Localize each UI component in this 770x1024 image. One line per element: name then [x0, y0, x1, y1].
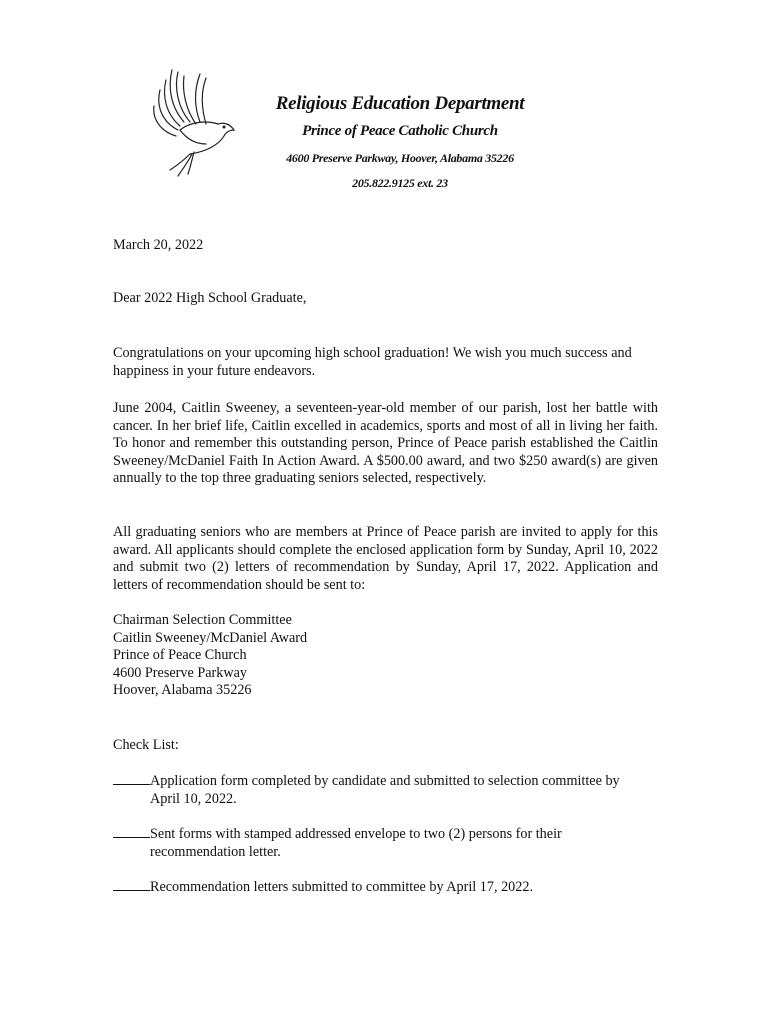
checklist-item-text: Sent forms with stamped addressed envelope to two (2) persons for their: [150, 826, 562, 842]
dove-icon: [150, 66, 242, 178]
letter-greeting: Dear 2022 High School Graduate,: [113, 290, 307, 306]
checklist-blank[interactable]: [113, 772, 150, 785]
address-line: 4600 Preserve Parkway: [113, 664, 247, 681]
address-line: Prince of Peace Church: [113, 647, 247, 664]
address-line: Caitlin Sweeney/McDaniel Award: [113, 629, 308, 646]
checklist-item-continuation: recommendation letter.: [150, 843, 281, 860]
checklist-item-text: Recommendation letters submitted to committee by April 17, 2022.: [150, 879, 533, 895]
department-name: Religious Education Department: [275, 93, 525, 114]
church-name: Prince of Peace Catholic Church: [302, 123, 498, 139]
letter-date: March 20, 2022: [113, 237, 204, 253]
church-phone: 205.822.9125 ext. 23: [352, 176, 448, 190]
letterhead: [150, 66, 650, 216]
checklist-item-text: Application form completed by candidate and submitted to selection committee by: [150, 773, 620, 789]
paragraph-congratulations: Congratulations on your upcoming high school graduation! We wish you much success and happiness in your future endeavors.: [113, 345, 632, 379]
paragraph-award-history: June 2004, Caitlin Sweeney, a seventeen-year-old member of our parish, lost her battle with cancer. In her brief life, Caitlin excelled in academics, sports and most of all in living her faith. To honor and remember this outstanding person, Prince of Peace parish established the Caitlin Sweeney/McDaniel Faith In Action Award. A $500.00 award, and two $250 award(s) are given annually to the top three graduating seniors selected, respectively.: [113, 400, 658, 487]
checklist-item: [113, 825, 658, 861]
checklist-blank[interactable]: [113, 825, 150, 838]
address-line: Hoover, Alabama 35226: [113, 682, 252, 699]
checklist-item: [113, 772, 658, 808]
paragraph-application: All graduating seniors who are members at Prince of Peace parish are invited to apply for this award. All applicants should complete the enclosed application form by Sunday, April 10, 2022 and submit two (2) letters of recommendation by Sunday, April 17, 2022. Application and letters of recommendation should be sent to:: [113, 524, 658, 593]
mailing-address: [113, 612, 658, 700]
checklist-title: Check List:: [113, 737, 179, 753]
checklist-item: [113, 878, 658, 897]
checklist-item-continuation: April 10, 2022.: [150, 790, 237, 807]
address-line: Chairman Selection Committee: [113, 612, 292, 628]
letterhead-text: [250, 90, 550, 195]
checklist-blank[interactable]: [113, 878, 150, 891]
church-address: 4600 Preserve Parkway, Hoover, Alabama 35226: [286, 151, 514, 165]
